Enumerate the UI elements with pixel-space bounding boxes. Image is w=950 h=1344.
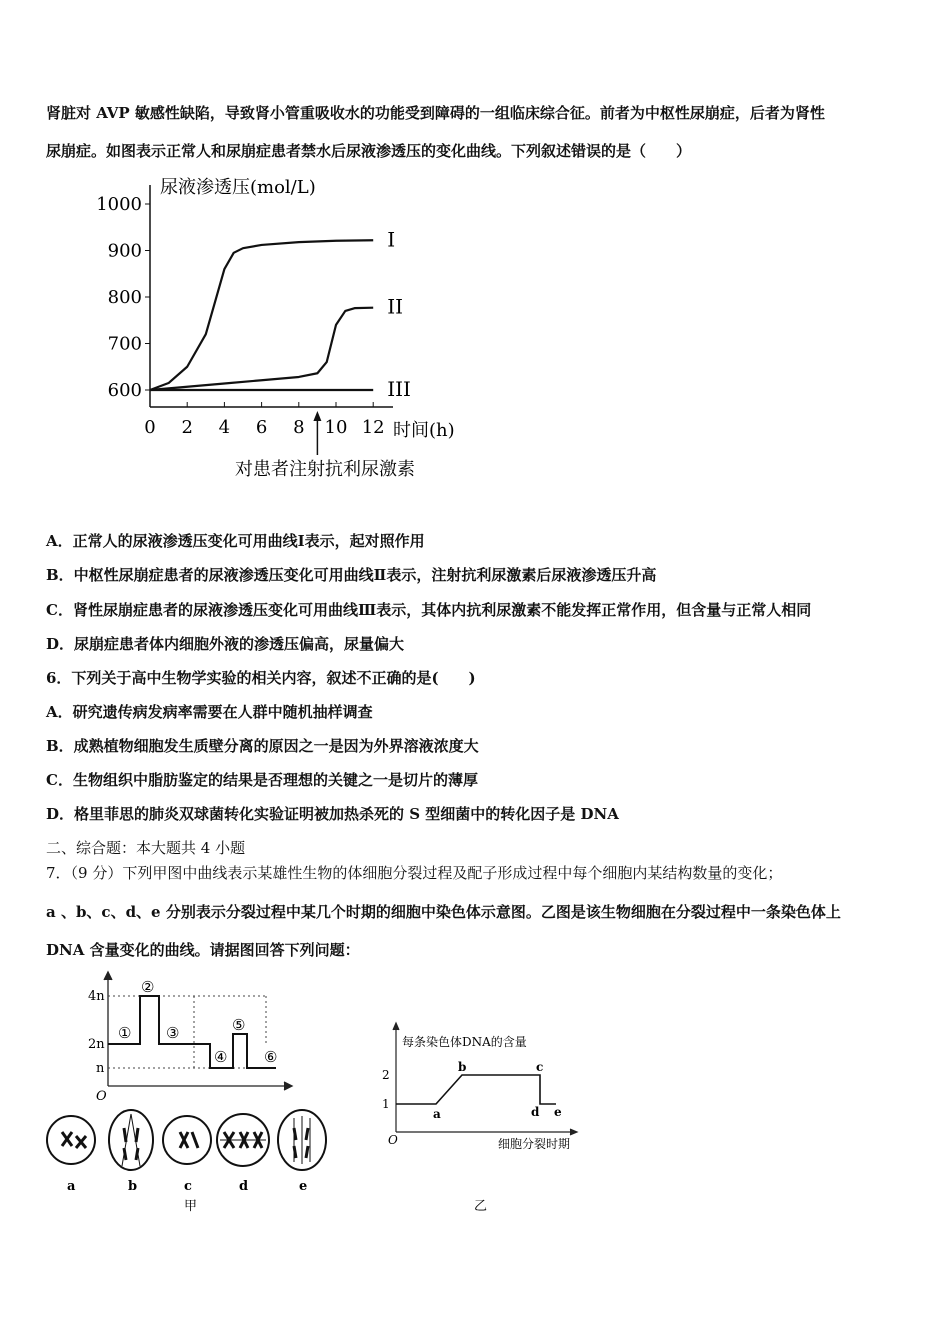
yi-point-e: e	[554, 1105, 562, 1119]
y-tick-label-4: 1000	[96, 194, 142, 215]
y-tick-label-3: 900	[107, 240, 142, 262]
series-I-label: I	[387, 227, 396, 252]
jia-marker-5: ⑤	[232, 1016, 246, 1034]
yi-ylabel: 每条染色体DNA的含量	[402, 1035, 527, 1049]
yi-point-c: c	[536, 1060, 544, 1074]
q6-option-d: D．格里菲思的肺炎双球菌转化实验证明被加热杀死的 S 型细菌中的转化因子是 DNA	[46, 805, 619, 823]
series-II-line	[150, 308, 373, 390]
yi-origin: O	[388, 1133, 398, 1147]
q6-stem: 6．下列关于高中生物学实验的相关内容，叙述不正确的是( )	[46, 669, 476, 687]
x-tick-label-1: 2	[181, 417, 193, 438]
cell-b	[109, 1110, 153, 1170]
jia-y-2n: 2n	[88, 1037, 105, 1052]
jia-marker-4: ④	[214, 1048, 228, 1066]
osmotic-pressure-chart	[95, 165, 495, 485]
yi-point-b: b	[458, 1060, 467, 1074]
q5-option-d: D．尿崩症患者体内细胞外液的渗透压偏高，尿量偏大	[46, 635, 405, 653]
chart-ylabel: 尿液渗透压(mol/L)	[160, 177, 316, 198]
chart-xlabel: 时间(h)	[393, 420, 455, 441]
chart-annotation: 对患者注射抗利尿激素	[235, 459, 415, 480]
q6-option-b: B．成熟植物细胞发生质壁分离的原因之一是因为外界溶液浓度大	[46, 737, 479, 755]
jia-curve	[108, 996, 276, 1068]
y-tick-label-0: 600	[107, 380, 142, 401]
section-title: 二、综合题：本大题共 4 小题	[46, 839, 246, 857]
yi-tick-2: 2	[382, 1068, 390, 1082]
cell-label-e: e	[299, 1179, 308, 1194]
intro-line-2: 尿崩症。如图表示正常人和尿崩症患者禁水后尿液渗透压的变化曲线。下列叙述错误的是（ ）	[46, 142, 692, 160]
cell-label-d: d	[239, 1179, 249, 1194]
q7-line-1: 7．（9 分）下列甲图中曲线表示某雄性生物的体细胞分裂过程及配子形成过程中每个细胞内某结构数量的变化；	[46, 864, 783, 882]
figure-yi	[376, 1020, 596, 1220]
yi-caption: 乙	[474, 1199, 488, 1214]
jia-caption: 甲	[184, 1199, 198, 1214]
q5-option-c: C．肾性尿崩症患者的尿液渗透压变化可用曲线Ⅲ表示，其体内抗利尿激素不能发挥正常作用，但含量与正常人相同	[46, 601, 812, 619]
intro-line-1: 肾脏对 AVP 敏感性缺陷，导致肾小管重吸收水的功能受到障碍的一组临床综合征。前者为中枢性尿崩症，后者为肾性	[46, 104, 825, 122]
figure-jia	[44, 968, 344, 1218]
jia-y-n: n	[96, 1061, 105, 1076]
cell-label-b: b	[128, 1179, 138, 1194]
q6-option-a: A．研究遗传病发病率需要在人群中随机抽样调查	[46, 703, 373, 721]
jia-origin: O	[96, 1089, 107, 1104]
q6-option-c: C．生物组织中脂肪鉴定的结果是否理想的关键之一是切片的薄厚	[46, 771, 478, 789]
q5-option-b: B．中枢性尿崩症患者的尿液渗透压变化可用曲线Ⅱ表示，注射抗利尿激素后尿液渗透压升高	[46, 566, 657, 584]
x-tick-label-0: 0	[144, 417, 156, 438]
cell-label-a: a	[67, 1179, 76, 1194]
cell-a	[47, 1116, 95, 1164]
yi-curve	[396, 1075, 556, 1104]
jia-y-4n: 4n	[88, 989, 105, 1004]
x-tick-label-5: 10	[324, 417, 348, 438]
y-tick-label-2: 800	[107, 287, 142, 308]
q5-option-a: A．正常人的尿液渗透压变化可用曲线Ⅰ表示，起对照作用	[46, 532, 425, 550]
cell-label-c: c	[184, 1179, 192, 1194]
yi-xlabel: 细胞分裂时期	[498, 1137, 571, 1151]
x-tick-label-3: 6	[255, 417, 268, 438]
jia-marker-6: ⑥	[264, 1048, 278, 1066]
cell-c	[163, 1116, 211, 1164]
jia-marker-2: ②	[141, 978, 155, 996]
jia-marker-1: ①	[118, 1024, 132, 1042]
jia-marker-3: ③	[166, 1024, 180, 1042]
series-II-label: II	[387, 294, 404, 319]
q7-line-3: DNA 含量变化的曲线。请据图回答下列问题：	[46, 941, 360, 959]
yi-point-a: a	[433, 1107, 441, 1121]
x-tick-label-4: 8	[293, 417, 305, 438]
series-I-line	[150, 240, 373, 390]
x-tick-label-2: 4	[218, 417, 231, 438]
x-tick-label-6: 12	[361, 417, 385, 438]
annotation-arrowhead	[313, 411, 321, 421]
yi-tick-1: 1	[382, 1097, 390, 1111]
y-tick-label-1: 700	[107, 333, 142, 355]
q7-line-2: a 、b、c、d、e 分别表示分裂过程中某几个时期的细胞中染色体示意图。乙图是该生物细胞在分裂过程中一条染色体上	[46, 903, 841, 921]
series-III-label: III	[387, 377, 411, 401]
yi-point-d: d	[531, 1105, 540, 1119]
